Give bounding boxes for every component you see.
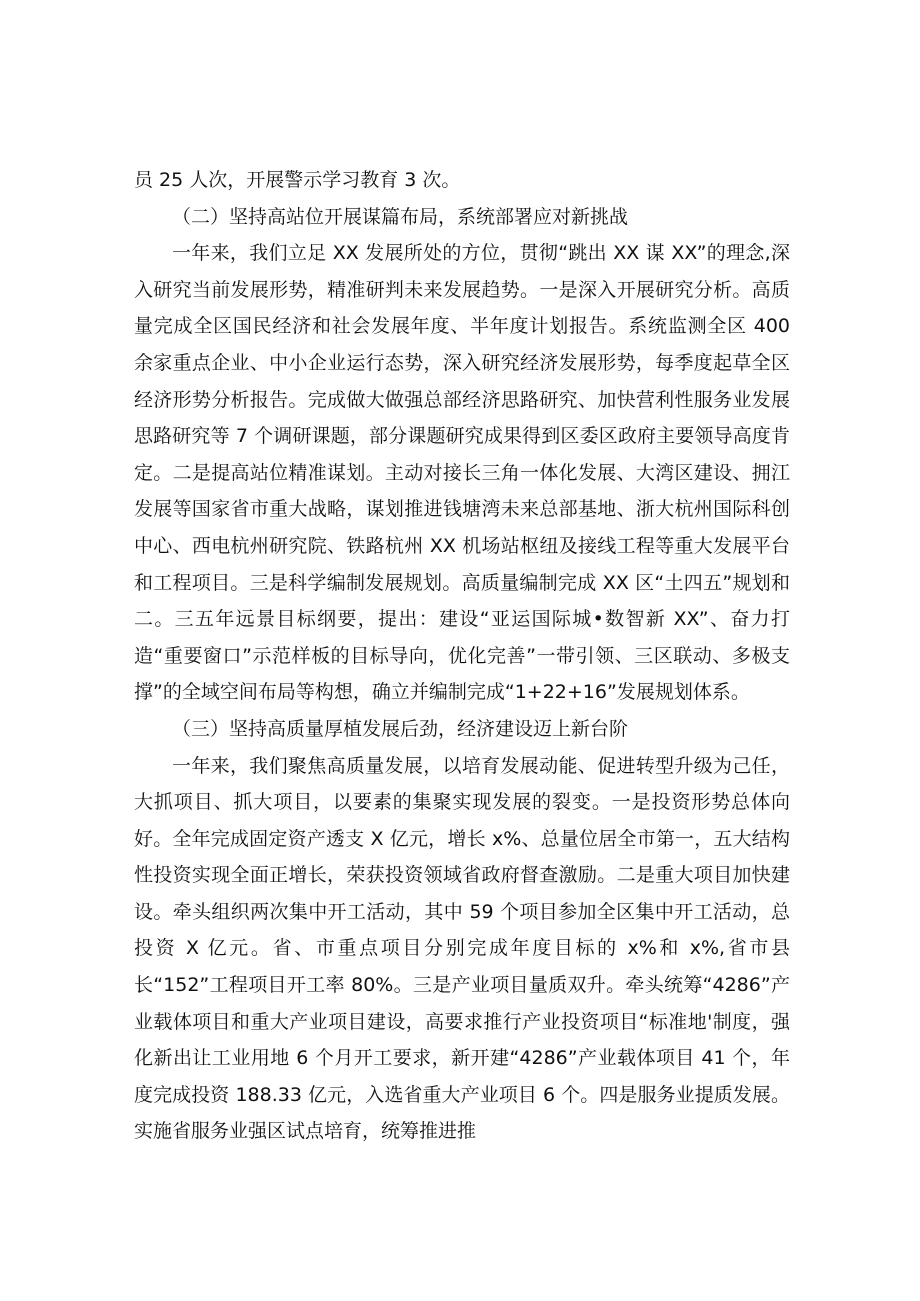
section-heading-2: （二）坚持高站位开展谋篇布局，系统部署应对新挑战 — [172, 205, 629, 228]
section-body-3: 一年来，我们聚焦高质量发展，以培育发展动能、促进转型升级为己任，大抓项目、抓大项目，以要素的集聚实现发展的裂变。一是投资形势总体向好。全年完成固定资产透支 X 亿元，增长 x%、总量位居全市第一，五大结构性投资实现全面正增长，荣获投资领域省政府督查激励。二是重大项目加快建设。牵头组织两次集中开工活动，其中 59 个项目参加全区集中开工活动，总投资 X 亿元。省、市重点项目分别完成年度目标的 x%和 x%,省市县长“152”工程项目开工率 80%。三是产业项目量质双升。牵头统筹“4286”产业载体项目和重大产业项目建设，高要求推行产业投资项目“标准地'制度，强化新出让工业用地 6 个月开工要求，新开建“4286”产业载体项目 41 个，年度完成投资 188.33 亿元，入选省重大产业项目 6 个。四是服务业提质发展。实施省服务业强区试点培育，统筹推进推 — [134, 754, 790, 1143]
section-body-2: 一年来，我们立足 XX 发展所处的方位，贯彻“跳出 XX 谋 XX”的理念,深入研究当前发展形势，精准研判未来发展趋势。一是深入开展研究分析。高质量完成全区国民经济和社会发展年度、半年度计划报告。系统监测全区 400 余家重点企业、中小企业运行态势，深入研究经济发展形势，每季度起草全区经济形势分析报告。完成做大做强总部经济思路研究、加快营利性服务业发展思路研究等 7 个调研课题，部分课题研究成果得到区委区政府主要领导高度肯定。二是提高站位精准谋划。主动对接长三角一体化发展、大湾区建设、拥江发展等国家省市重大战略，谋划推进钱塘湾未来总部基地、浙大杭州国际科创中心、西电杭州研究院、铁路杭州 XX 机场站枢纽及接线工程等重大发展平台和工程项目。三是科学编制发展规划。高质量编制完成 XX 区“土四五”规划和二。三五年远景目标纲要，提出：建设“亚运国际城•数智新 XX”、奋力打造“重要窗口”示范样板的目标导向，优化完善”一带引领、三区联动、多极支撑”的全域空间布局等构想，确立并编制完成“1+22+16”发展规划体系。 — [134, 242, 790, 704]
continuation-text: 员 25 人次，开展警示学习教育 3 次。 — [134, 169, 461, 191]
document-body — [134, 162, 790, 1150]
section-heading-3: （三）坚持高质量厚植发展后劲，经济建设迈上新台阶 — [172, 717, 629, 740]
